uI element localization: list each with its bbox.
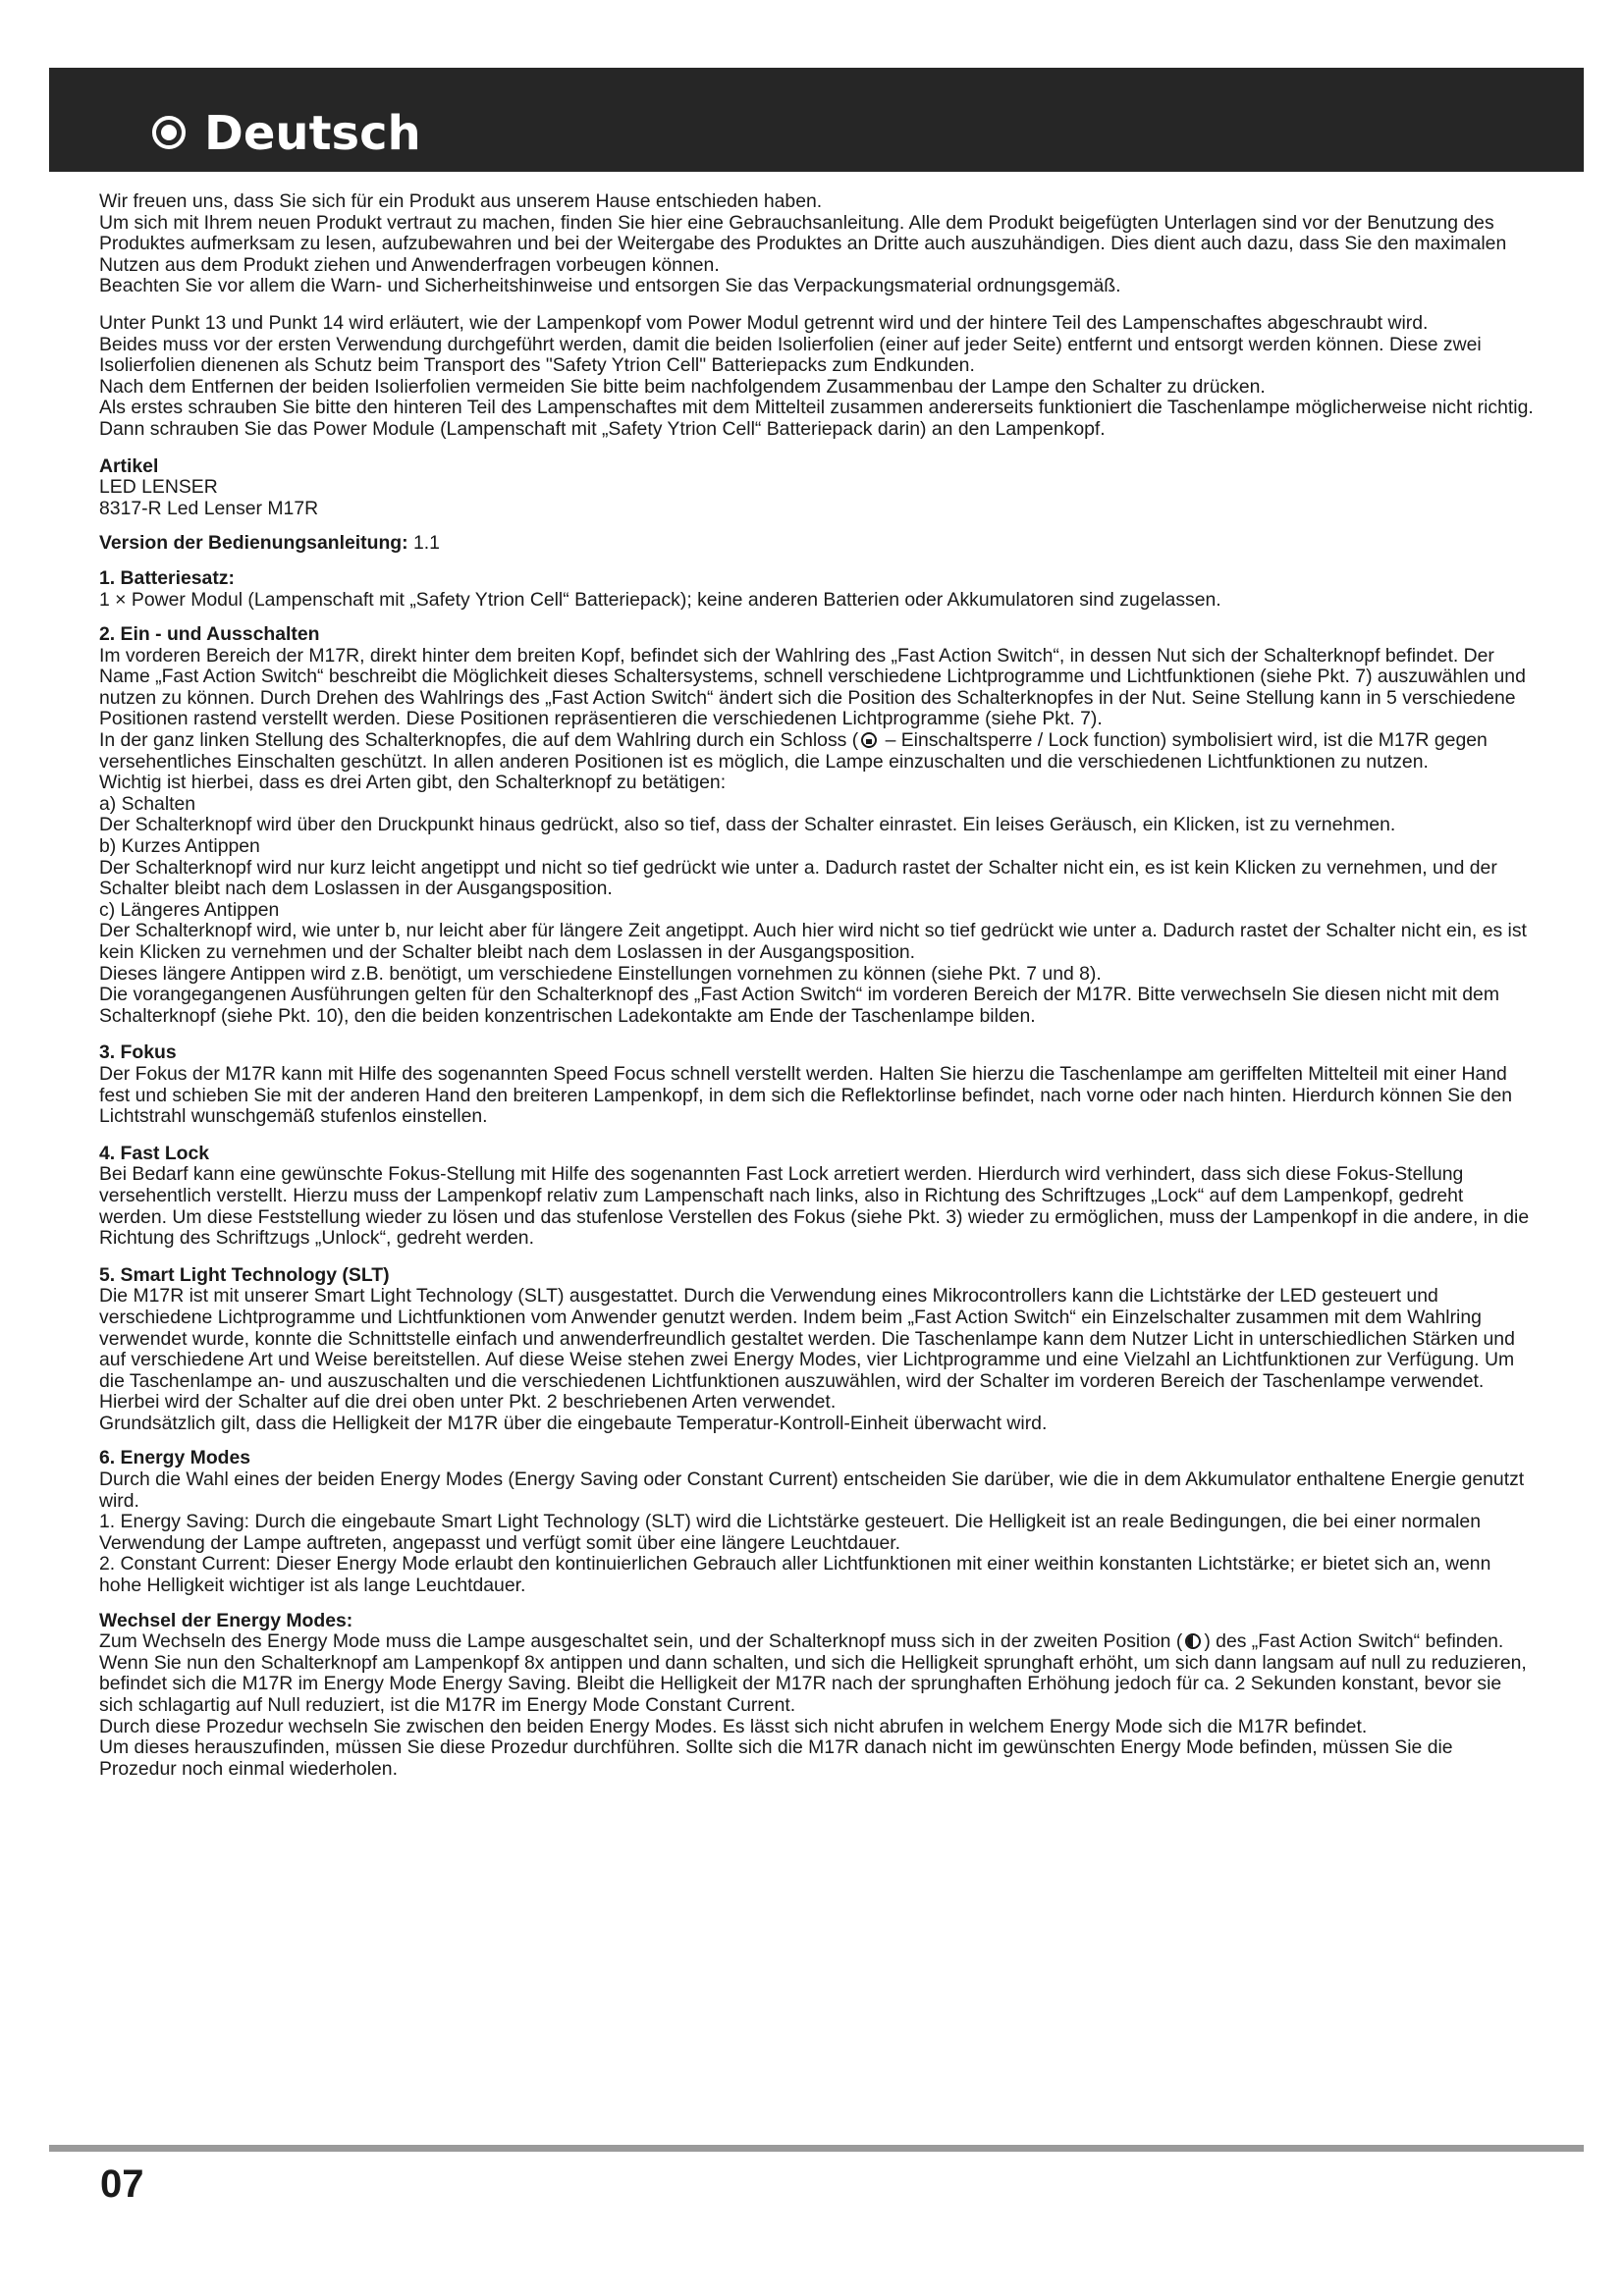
version-value: 1.1 [413, 532, 440, 555]
footer-rule [49, 2145, 1584, 2152]
section-text: Im vorderen Bereich der M17R, direkt hinter dem breiten Kopf, befindet sich der Wahlring des „Fast Action Switch“, in dessen Nut sich der Schalterknopf befindet. Der Name „Fast Action Switch“ beschreibt die Möglichkeit dieses Schaltersystems, schnell verschiedene Lichtprogramme und Lichtfunktionen (siehe Pkt. 7) auszuwählen und nutzen zu können. Durch Drehen des Wahlrings des „Fast Action Switch“ ändert sich die Position des Schalterknopfes in der Nut. Seine Stellung kann in 5 verschiedene Positionen rastend verstellt werden. Diese Positionen repräsentieren die verschiedenen Lichtprogramme (siehe Pkt. 7). [99, 644, 1526, 730]
section-text: Durch diese Prozedur wechseln Sie zwischen den beiden Energy Modes. Es lässt sich nicht abrufen in welchem Energy Mode sich die M17R befindet. [99, 1715, 1368, 1737]
section-text: Der Schalterknopf wird nur kurz leicht angetippt und nicht so tief gedrückt wie unter a. Dadurch rastet der Schalter nicht ein, es ist kein Klicken zu vernehmen, und der Schalter bleibt nach dem Loslassen in der Ausgangsposition. [99, 856, 1497, 900]
page-number: 07 [100, 2163, 144, 2206]
sub-label: c) Längeres Antippen [99, 898, 280, 921]
text-fragment: In der ganz linken Stellung des Schalterknopfes, die auf dem Wahlring durch ein Schloss ( [99, 729, 859, 752]
half-circle-icon [1185, 1633, 1201, 1649]
text-fragment: – Einschaltsperre / Lock function) symbolisiert wird, ist die M17R gegen versehentliches Einschalten geschützt. In allen anderen Positionen ist es möglich, die Lampe einzuschalten und die verschiedenen Lichtfunktionen zu nutzen. [99, 729, 1488, 773]
section-text: Die M17R ist mit unserer Smart Light Technology (SLT) ausgestattet. Durch die Verwendung eines Mikrocontrollers kann die Lichtstärke der LED gesteuert und verschiedene Lichtprogramme und Lichtfunktionen vom Anwender genutzt werden. Indem beim „Fast Action Switch“ ein Einzelschalter zusammen mit dem Wahlring verwendet wurde, konnte die Schnittstelle einfach und anwenderfreundlich gestaltet werden. Die Taschenlampe kann dem Nutzer Licht in unterschiedlichen Stärken und auf verschiedene Art und Weise bereitstellen. Auf diese Weise stehen zwei Energy Modes, vier Lichtprogramme und eine Vielzahl an Lichtfunktionen zur Verfügung. Um die Taschenlampe an- und auszuschalten und die verschiedenen Lichtfunktionen auszuwählen, wird der Schalter im vorderen Bereich der Taschenlampe verwendet. Hierbei wird der Schalter auf die drei oben unter Pkt. 2 beschriebenen Arten verwendet. [99, 1285, 1515, 1414]
language-title: Deutsch [204, 106, 421, 161]
document-body [99, 191, 1534, 1780]
assembly-paragraph: Als erstes schrauben Sie bitte den hinteren Teil des Lampenschaftes mit dem Mittelteil zusammen andererseits funktioniert die Taschenlampe möglicherweise nicht richtig. Dann schrauben Sie das Power Module (Lampenschaft mit „Safety Ytrion Cell“ Batteriepack darin) an den Lampenkopf. [99, 397, 1534, 440]
text-fragment: ) des „Fast Action Switch“ befinden. [1204, 1630, 1504, 1653]
section-text: Grundsätzlich gilt, dass die Helligkeit der M17R über die eingebaute Temperatur-Kontroll-Einheit überwacht wird. [99, 1412, 1048, 1434]
intro-paragraph: Beachten Sie vor allem die Warn- und Sicherheitshinweise und entsorgen Sie das Verpackungsmaterial ordnungsgemäß. [99, 275, 1121, 297]
assembly-paragraph: Beides muss vor der ersten Verwendung durchgeführt werden, damit die beiden Isolierfolien (einer auf jeder Seite) entfernt und entsorgt werden können. Diese zwei Isolierfolien dienenen als Schutz beim Transport des "Safety Ytrion Cell" Batteriepacks zum Endkunden. [99, 333, 1482, 377]
section-text: Wenn Sie nun den Schalterknopf am Lampenkopf 8x antippen und dann schalten, und sich die Helligkeit sprunghaft erhöht, um sich dann langsam auf null zu reduzieren, befindet sich die M17R im Energy Mode Energy Saving. Bleibt die Helligkeit der M17R nach der sprunghaften Erhöhung jedoch für ca. 2 Sekunden konstant, bevor sie sich schlagartig auf Null reduziert, ist die M17R im Energy Mode Constant Current. [99, 1651, 1527, 1716]
article-model: 8317-R Led Lenser M17R [99, 497, 319, 519]
section-text: 1. Energy Saving: Durch die eingebaute Smart Light Technology (SLT) wird die Lichtstärke gesteuert. Die Helligkeit ist an reale Bedingungen, die bei einer normalen Verwendung der Lampe auftreten, angepasst und verfügt somit über eine längere Leuchtdauer. [99, 1511, 1481, 1554]
intro-paragraph: Um sich mit Ihrem neuen Produkt vertraut zu machen, finden Sie hier eine Gebrauchsanleitung. Alle dem Produkt beigefügten Unterlagen sind vor der Benutzung des Produktes aufmerksam zu lesen, aufzubewahren und bei der Weitergabe des Produktes an Dritte auch auszuhändigen. Dies dient auch dazu, dass Sie den maximalen Nutzen aus dem Produkt ziehen und Anwenderfragen vorbeugen können. [99, 211, 1507, 276]
section-text: Durch die Wahl eines der beiden Energy Modes (Energy Saving oder Constant Current) entscheiden Sie darüber, wie die in dem Akkumulator enthaltene Energie genutzt wird. [99, 1468, 1525, 1512]
section-text: Der Schalterknopf wird über den Druckpunkt hinaus gedrückt, also so tief, dass der Schalter einrastet. Ein leises Geräusch, ein Klicken, ist zu vernehmen. [99, 814, 1396, 836]
section-heading: 1. Batteriesatz: [99, 566, 235, 589]
section-text: Der Fokus der M17R kann mit Hilfe des sogenannten Speed Focus schnell verstellt werden. Halten Sie hierzu die Taschenlampe am geriffelten Mittelteil mit einer Hand fest und schieben Sie mit der anderen Hand den breiteren Lampenkopf, in dem sich die Reflektorlinse befindet, nach vorne oder nach hinten. Hierdurch können Sie den Lichtstrahl wunschgemäß stufenlos einstellen. [99, 1062, 1513, 1128]
section-text: 1 × Power Modul (Lampenschaft mit „Safety Ytrion Cell“ Batteriepack); keine anderen Batterien oder Akkumulatoren sind zugelassen. [99, 588, 1221, 611]
section-text [99, 1631, 1534, 1653]
lock-icon [861, 732, 877, 748]
article-brand: LED LENSER [99, 476, 218, 499]
assembly-paragraph: Unter Punkt 13 und Punkt 14 wird erläutert, wie der Lampenkopf vom Power Modul getrennt wird und der hintere Teil des Lampenschaftes abgeschraubt wird. [99, 311, 1429, 334]
section-heading: 3. Fokus [99, 1041, 177, 1064]
assembly-paragraph: Nach dem Entfernen der beiden Isolierfolien vermeiden Sie bitte beim nachfolgendem Zusammenbau der Lampe den Schalter zu drücken. [99, 375, 1266, 398]
section-text: Der Schalterknopf wird, wie unter b, nur leicht aber für längere Zeit angetippt. Auch hier wird nicht so tief gedrückt wie unter a. Dadurch rastet der Schalter nicht ein, es ist kein Klicken zu vernehmen und der Schalter bleibt nach dem Loslassen in der Ausgangsposition. [99, 920, 1527, 963]
section-text: Wichtig ist hierbei, dass es drei Arten gibt, den Schalterknopf zu betätigen: [99, 772, 727, 794]
section-heading: 6. Energy Modes [99, 1447, 251, 1469]
section-heading: 5. Smart Light Technology (SLT) [99, 1263, 390, 1286]
intro-paragraph: Wir freuen uns, dass Sie sich für ein Produkt aus unserem Hause entschieden haben. [99, 190, 823, 212]
text-fragment: Zum Wechseln des Energy Mode muss die Lampe ausgeschaltet sein, und der Schalterknopf muss sich in der zweiten Position ( [99, 1630, 1183, 1653]
section-heading: 2. Ein - und Ausschalten [99, 623, 320, 646]
version-line [99, 533, 1534, 555]
radio-selected-icon [152, 116, 186, 149]
section-text: 2. Constant Current: Dieser Energy Mode erlaubt den kontinuierlichen Gebrauch aller Lichtfunktionen mit einer weithin konstanten Lichtstärke; er bietet sich an, wenn hohe Helligkeit wichtiger ist als lange Leuchtdauer. [99, 1553, 1491, 1597]
section-heading: Wechsel der Energy Modes: [99, 1609, 353, 1631]
section-text: Um dieses herauszufinden, müssen Sie diese Prozedur durchführen. Sollte sich die M17R danach nicht im gewünschten Energy Mode befinden, müssen Sie die Prozedur noch einmal wiederholen. [99, 1736, 1453, 1780]
section-text: Bei Bedarf kann eine gewünschte Fokus-Stellung mit Hilfe des sogenannten Fast Lock arretiert werden. Hierdurch wird verhindert, dass sich diese Fokus-Stellung versehentlich verstellt. Hierzu muss der Lampenkopf relativ zum Lampenschaft nach links, also in Richtung des Schriftzuges „Lock“ auf dem Lampenkopf, gedreht werden. Um diese Feststellung wieder zu lösen und das stufenlose Verstellen des Fokus (siehe Pkt. 3) wieder zu ermöglichen, muss der Lampenkopf in die andere, in die Richtung des Schriftzugs „Unlock“, gedreht werden. [99, 1163, 1530, 1250]
section-text: Die vorangegangenen Ausführungen gelten für den Schalterknopf des „Fast Action Switch“ im vorderen Bereich der M17R. Bitte verwechseln Sie diesen nicht mit dem Schalterknopf (siehe Pkt. 10), den die beiden konzentrischen Ladekontakte am Ende der Taschenlampe bilden. [99, 984, 1499, 1027]
section-text [99, 730, 1534, 773]
sub-label: a) Schalten [99, 792, 196, 815]
sub-label: b) Kurzes Antippen [99, 835, 260, 858]
article-heading: Artikel [99, 454, 159, 477]
version-label: Version der Bedienungsanleitung: [99, 532, 408, 555]
section-text: Dieses längere Antippen wird z.B. benötigt, um verschiedene Einstellungen vornehmen zu können (siehe Pkt. 7 und 8). [99, 962, 1102, 985]
section-heading: 4. Fast Lock [99, 1142, 210, 1164]
